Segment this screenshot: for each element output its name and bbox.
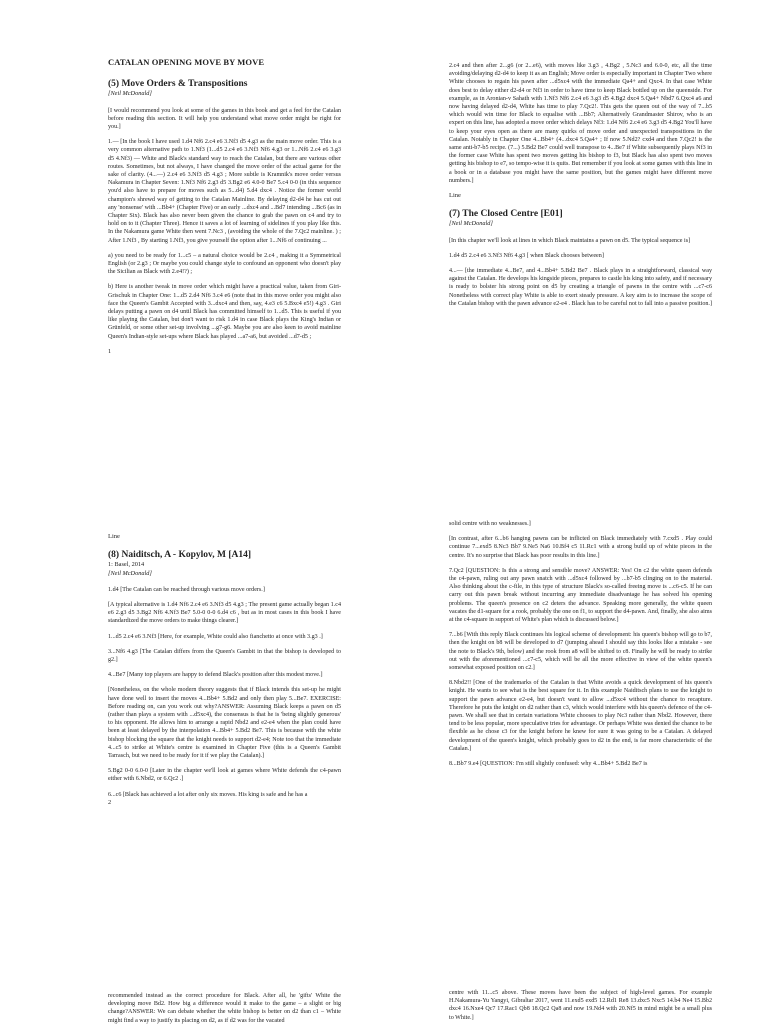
section-author: [Neil McDonald] [449,220,493,228]
move-sequence: 1.d4 d5 2.c4 e6 3.Nf3 Nf6 4.g3 [ when Black chooses between] [449,252,604,259]
paragraph: 8.Nbd2!! [One of the trademarks of the Catalan is that White avoids a quick development of his queen's knight. He wants to see what is the best square for it. In this example Naiditsch plans to use the knight to support the pawn advance e2-e4, but doesn't want to allow ...d5xc4 without the chance to recapture. Therefore he puts the knight on d2 rather than c3, which would interfere with his queen's defence of the c4-pawn. We shall see that in certain variations White chooses to play Nc3 rather than Nbd2. However, there tend to be less popular, more speculative tries for advantage. Or perhaps White was denied the chance to be flexible as he chose c3 for the knight before he knew for sure it was going to be a Catalan. A delayed development of the queen's knight, which probably goes to d2 in the end, is far more characteristic of the Catalan.] [449,680,712,752]
paragraph: 1.— [In the book I have used 1.d4 Nf6 2.c4 e6 3.Nf3 d5 4.g3 as the main move order. This is a very common alternative path to 1.Nf3 (1...d5 2.c4 e6 3.Nf3 Nf6 4.g3 or 1...Nf6 2.c4 e6 3.g3 d5 4.Nf3) — White and Black's standard way to reach the Catalan, but there are various other routes. Sometimes, but not always, I have changed the move order of the actual game for the sake of clarity. (4...—) 2.c4 e6 3.Nf3 d5 4.g3 ; More subtle is Kramnik's move order versus Nakamura in Chapter Seven: 1.Nf3 Nf6 2.g3 d5 3.Bg2 e6 4.0-0 Be7 5.c4 0-0 (in this sequence you'd also have to prepare for moves such as 5...d4) 5.d4 dxc4 . Notice the former world champion's shrewd way of getting to the Catalan Mainline. By delaying d2-d4 he has cut out any 'nonsense' with ...Bb4+ (Chapter Five) or an early ...dxc4 and ...Bd7 intending ...Bc6 (as in Chapter Six). Black has also never been given the chance to grab the pawn on c4 and try to hold on to it (Chapter Three). Hence it saves a lot of learning of sidelines if you play like this. In the Nakamura game White then went 7.Nc3 , (avoiding the whole of the 7.Qc2 mainline. ) ; After 1.Nf3 , By starting 1.Nf3, you give yourself the option after 1...Nf6 of continuing ... [108,139,341,244]
paragraph: 8...Bb7 9.e4 [QUESTION: I'm still slightly confused: why 4...Bb4+ 5.Bd2 Be7 is [449,761,648,768]
page-2-right-column [449,520,712,775]
page-2-left-column [108,533,341,807]
paragraph: a) you need to be ready for 1...c5 – a natural choice would be 2.c4 , making it a Symmetrical English (or 2.g3 ; Or maybe you could change style to confound an opponent who doesn't play the Sicilian as Black with 2.e4!?) ; [108,252,341,276]
page-1 [0,0,768,470]
paragraph: [A typical alternative is 1.d4 Nf6 2.c4 e6 3.Nf3 d5 4.g3 ; The present game actually began 1.c4 e6 2.g3 d5 3.Bg2 Nf6 4.Nf3 Be7 5.0-0 0-0 6.d4 c6 , but as in most cases in this book I have standardized the move orders to make things clearer.] [108,602,341,625]
game-event: 1: Basel, 2014 [108,561,145,569]
page-1-left-column [108,58,341,356]
paragraph: 1.d4 [The Catalan can be reached through various move orders.] [108,586,265,593]
paragraph: solid centre with no weaknesses.] [449,521,531,527]
section-author: [Neil McDonald] [108,90,152,98]
page-3-left-column [108,992,341,1032]
section-heading: (7) The Closed Centre [E01] [449,209,563,220]
paragraph: 4...Be7 [Many top players are happy to defend Black's position after this modest move.] [108,672,323,679]
paragraph: 6...c6 [Black has achieved a lot after only six moves. His king is safe and he has a [108,791,308,798]
page-number: 2 [108,798,112,806]
page-3 [0,970,768,1024]
paragraph: 3...Nf6 4.g3 [The Catalan differs from the Queen's Gambit in that the bishop is developed to g2.] [108,648,341,664]
paragraph: [In contrast, after 6...b6 hanging pawns can be inflicted on Black immediately with 7.cxd5 . Play could continue 7...exd5 8.Nc3 Bb7 9.Ne5 Na6 10.Bf4 c5 11.Rc1 with a strong build up of white pieces in the centre. It's no surprise that Black has poor results in this line.] [449,536,712,559]
paragraph: 5.Bg2 0-0 6.0-0 [Later in the chapter we'll look at games where White defends the c4-pawn either with 6.Nbd2, or 6.Qc2 .] [108,768,341,783]
page-3-right-column [449,989,712,1029]
paragraph: 4...— [the immediate 4...Be7, and 4...Bb4+ 5.Bd2 Be7 . Black plays in a straightforward, classical way against the Catalan. He develops his kingside pieces, prepares to castle his king into safety, and if necessary is ready to bolster his strong point on d5 by creating a triangle of pawns in the centre with ...c7-c6 Nonetheless with correct play White is able to exert steady pressure. A key aim is to increase the scope of the Catalan bishop with the pawn advance e2-e4 . Black has to be careful not to fall into a passive position.] [449,268,712,307]
paragraph: [Nonetheless, on the whole modern theory suggests that if Black intends this set-up he might have done well to insert the moves 4...Bb4+ 5.Bd2 and only then play 5...Be7. EXERCISE: Before reading on, can you work out why?ANSWER: Assuming Black keeps a pawn on d5 (rather than plays a system with ...d5xc4), the consensus is that he is 'being slightly generous' to his opponent. He allows him to arrange a rapid Nbd2 and e2-e4 when the plan could have been at least delayed by the interpolation 4...Bb4+ 5.Bd2 Be7. This is because with the white bishop blocking the square that the knight needs to support d2-e4; Note too that the immediate 4...c5 to strike at White's centre is examined in Chapter Five (this is a Queen's Gambit Tarrasch, but we need to be ready for it if we play the Catalan).] [108,687,341,760]
page-1-right-column [449,62,712,315]
paragraph: b) Here is another tweak in move order which might have a practical value, taken from Giri-Grischuk in Chapter One: 1...d5 2.d4 Nf6 3.c4 e6 (note that in this move order you might also face the Queen's Gambit Accepted with 3...dxc4 and then, say, 4.e3 c6 5.Bxc4 e5!) 4.g3 . Giri delays putting a pawn on d4 until Black has committed himself to 1...d5. This is useful if you like playing the Catalan, but don't want to risk 1.d4 in case Black plays the King's Indian or Grünfeld, or some other set-up involving ...g7-g6. Maybe you are also keen to avoid mainline Queen's Indian-style set-ups where Black has played ...a7-a6, but avoided ...d7-d5 ; [108,284,341,340]
section-author: [Neil McDonald] [108,569,152,577]
paragraph: 1...d5 2.c4 e6 3.Nf3 [Here, for example, White could also fianchetto at once with 3.g3 .] [108,633,323,640]
page-number: 1 [108,347,112,355]
line-label: Line [449,192,461,200]
page-2 [0,470,768,970]
paragraph: 7.Qc2 [QUESTION: Is this a strong and sensible move? ANSWER: Yes! On c2 the white queen defends the c4-pawn, ruling out any pawn snatch with ...d5xc4 followed by ...b7-b5 clinging on to the material. Also thinking about the c-file, in this type of structure Black's so-called freeing move is ...c6-c5. If he can carry out this pawn break without incurring any immediate disadvantage he has solved his opening problems. The queen's presence on c2 deters the advance. Speaking more generally, the white queen vacates the d1-square for a rook, probably the one on f1, to support the d4-pawn. And, finally, she also aims at the c4-square in support of White's plan which is discussed below.] [449,567,712,624]
chapter-intro: [In this chapter we'll look at lines in which Black maintains a pawn on d5. The typical sequence is] [449,237,691,244]
book-title: CATALAN OPENING MOVE BY MOVE [108,57,265,67]
paragraph: 2.c4 and then after 2...g6 (or 2...e6), with moves like 3.g3 , 4.Bg2 , 5.Nc3 and 6.0-0, etc, all the time avoiding/delaying d2-d4 to keep it as an English; Move order is especially important in Chapter Two where White chooses to regain his pawn after ...d5xc4 with the immediate Qa4+ and Qxc4. In that case White does best to delay either d2-d4 or Nf3 in order to have time to keep Black bottled up on the queenside. For example, as in Aronian-v Sahath with 1.Nf3 Nf6 2.c4 e6 3.g3 d5 4.Bg2 dxc4 5.Qa4+ Nbd7 6.Qxc4 a6 and now having delayed d2-d4, White has time to play 7.Qc2!. This gets the queen out of the way of 7...b5 which would win time for Black to equalise with ...Bb7; Alternatively Grandmaster Shirov, who is an expert on this line, has adopted a move order which delays Nf3: 1.d4 Nf6 2.c4 e6 3.g3 d5 4.Bg2 You'll have to keep your eyes open as there are many quirks of move order and unexpected transpositions in the Catalan. Notably in Chapter One 4...Bb4+ (4...dxc4 5.Qa4+ ; If now 5.Nd2? cxd4 and then 7.Qc2! is the same anti-b7-b5 recipe. (7...) 5.Bd2 Be7 could well transpose to 4...Be7 if White subsequently plays Nf3 in the former case White has spent two moves getting his bishop to f3, but Black has also spent two moves getting his bishop to e7, so tempo-wise it is quits. But remember if you look at some games with this line in a book or in a database you might have the same position, but the games might have different move numbers.] [449,63,712,184]
paragraph: centre with 11...c5 above. These moves have been the subject of high-level games. For example H.Nakamura-Yu Yangyi, Gibraltar 2017, went 11.exd5 exd5 12.Rd1 Re8 13.dxc5 Nxc5 14.b4 Ne4 15.Bb2 dxc4 16.Nxe4 Qc7 17.Rac1 Qb8 18.Qc2 Qa8 and now 19.Nd4 with 20.Nf5 in mind might be a small plus to White.] [449,990,712,1021]
line-label: Line [108,533,120,540]
paragraph: [I would recommend you look at some of the games in this book and get a feel for the Catalan before reading this section. It will help you understand what move order might be right for you.] [108,107,341,131]
game-heading: (8) Naiditsch, A - Kopylov, M [A14] [108,550,252,561]
paragraph: recommended instead as the correct procedure for Black. After all, he 'gifts' White the developing move Bd2. How big a difference would it make to the game – a slight or big change?ANSWER: We can debate whether the white bishop is better on d2 than c1 – White might find a way to justify its placing on d2, as if d2 was for the vacated [108,993,341,1024]
section-heading: (5) Move Orders & Transpositions [108,79,248,90]
paragraph: 7...b6 [With this reply Black continues his logical scheme of development: his queen's bishop will go to b7, then the knight on b8 will be developed to d7 (jumping ahead I should say this looks like a mistake - see the note to Black's 9th, below) and the rook from a8 will be shifted to c8. Finally he will be ready to strike out with the aforementioned ...c7-c5, which will be all the more effective in view of the white queen's somewhat exposed position on c2.] [449,632,712,672]
